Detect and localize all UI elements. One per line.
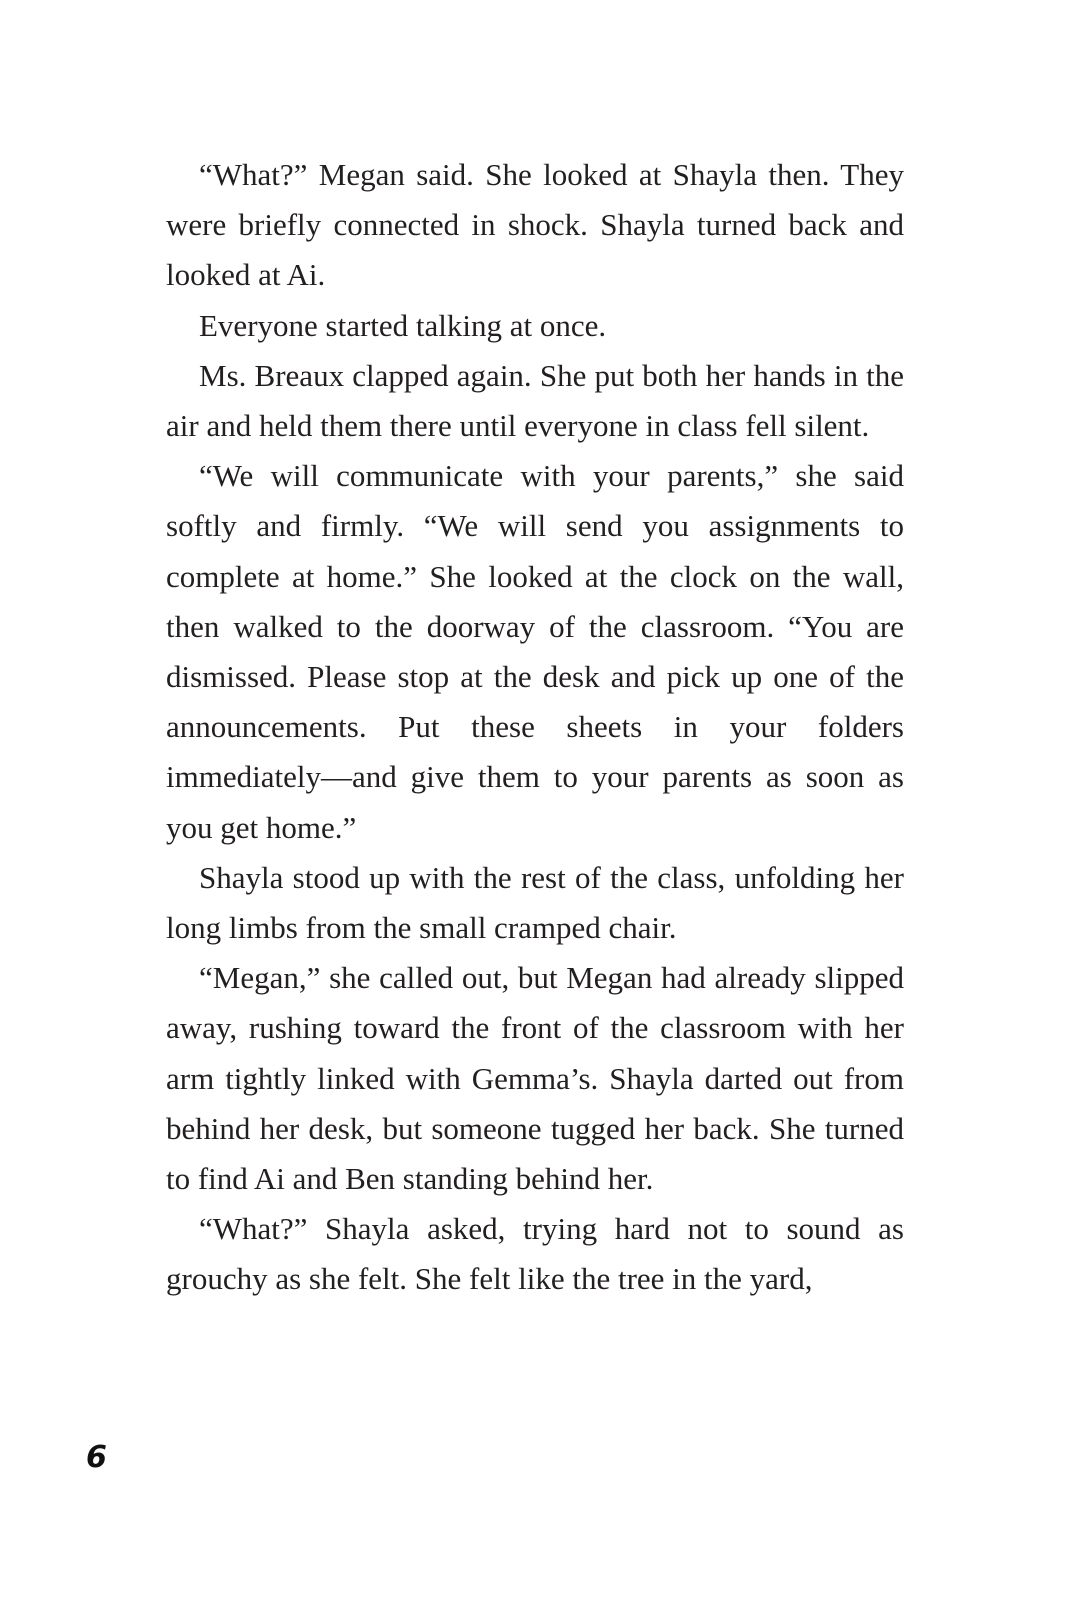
- paragraph-7: “What?” Shayla asked, trying hard not to sound as grouchy as she felt. She felt like the tree in the yard,: [166, 1211, 904, 1297]
- body-text: [166, 150, 904, 1305]
- paragraph-4: “We will communicate with your parents,” she said softly and firmly. “We will send you assignments to complete at home.” She looked at the clock on the wall, then walked to the doorway of the classroom. “You are dismissed. Please stop at the desk and pick up one of the announcements. Put these sheets in your folders immediately—and give them to your parents as soon as you get home.”: [166, 458, 904, 845]
- paragraph-1: “What?” Megan said. She looked at Shayla then. They were briefly connected in shock. Shayla turned back and looked at Ai.: [166, 157, 904, 293]
- paragraph-3: Ms. Breaux clapped again. She put both her hands in the air and held them there until everyone in class fell silent.: [166, 357, 904, 444]
- paragraph-5: Shayla stood up with the rest of the class, unfolding her long limbs from the small cramped chair.: [166, 859, 904, 946]
- paragraph-6: “Megan,” she called out, but Megan had already slipped away, rushing toward the front of the classroom with her arm tightly linked with Gemma’s. Shayla darted out from behind her desk, but someone tugged her back. She turned to find Ai and Ben standing behind her.: [166, 960, 904, 1197]
- paragraph-2: Everyone started talking at once.: [199, 307, 607, 343]
- page-number: 6: [86, 1440, 107, 1475]
